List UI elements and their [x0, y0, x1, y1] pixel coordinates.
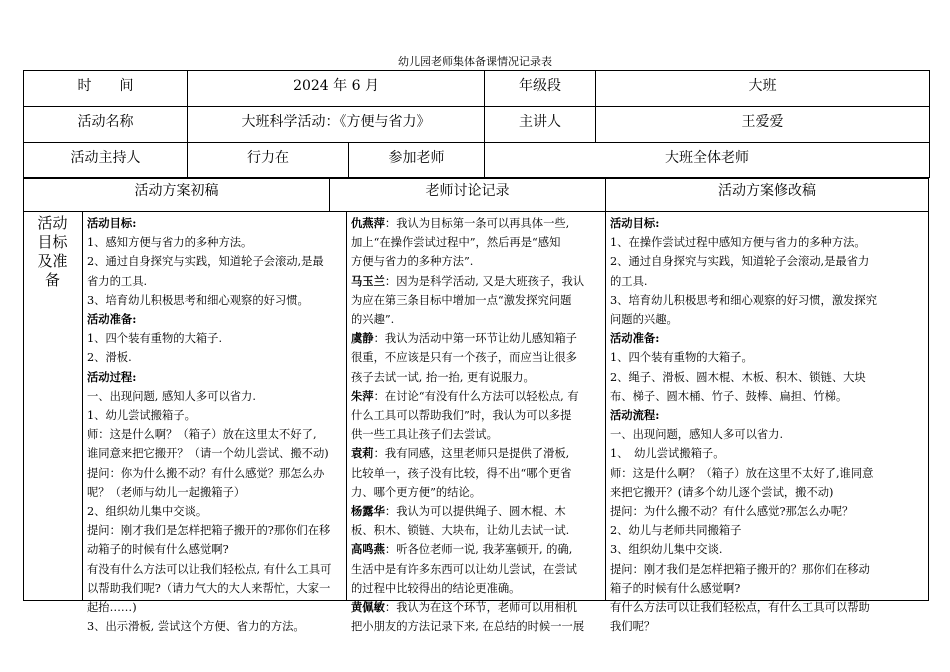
line-text: 供一些工具让孩子们去尝试。 — [351, 428, 498, 442]
text-line — [87, 464, 343, 483]
bold-text: 活动目标: — [87, 216, 137, 230]
bold-text: 活动过程: — [87, 369, 137, 384]
line-text: 什么工具可以帮助我们”时，我认为可以多提 — [351, 409, 572, 423]
text-line — [87, 272, 343, 291]
grade-label: 年级段 — [485, 71, 596, 107]
line-text: 一、出现问题, 感知人多可以省力. — [87, 389, 256, 403]
document-title: 幼儿园老师集体备课情况记录表 — [398, 55, 552, 68]
text-line — [351, 310, 603, 329]
text-line — [87, 521, 343, 540]
line-text: 2、滑板. — [87, 351, 132, 365]
bold-text: 高鸣燕 — [351, 542, 385, 557]
line-text: 谁同意来把它搬开？（请一个幼儿尝试、搬不动) — [87, 447, 329, 461]
line-text: 起抬……) — [87, 601, 137, 615]
line-text: 加上“在操作尝试过程中”，然后再是“感知 — [351, 236, 561, 250]
section-label-line: 目标 — [37, 233, 68, 251]
text-line — [351, 252, 603, 271]
discussion-column-text — [351, 214, 603, 634]
text-line — [610, 406, 926, 425]
text-line — [610, 387, 926, 406]
text-line — [610, 425, 926, 444]
text-line — [351, 233, 603, 252]
line-text: 呢？（老师与幼儿一起搬箱子） — [87, 485, 246, 499]
text-line — [87, 502, 343, 521]
text-line — [351, 291, 603, 310]
column-divider-1 — [346, 211, 347, 601]
line-text: 来把它搬开？(请多个幼儿逐个尝试，搬不动) — [610, 485, 834, 499]
column-header-draft: 活动方案初稿 — [134, 183, 219, 199]
text-line — [87, 483, 343, 502]
line-text: ：我认为活动中第一环节让幼儿感知箱子 — [373, 332, 577, 346]
text-line — [610, 502, 926, 521]
line-text: 的兴趣”. — [351, 313, 395, 327]
text-line — [351, 329, 603, 348]
text-line — [87, 540, 343, 559]
line-text: ：我有同感，这里老师只是提供了滑板, — [373, 447, 570, 461]
speaker-label: 主讲人 — [485, 107, 596, 143]
column-header-discussion: 老师讨论记录 — [425, 183, 510, 199]
text-line — [610, 464, 926, 483]
text-line — [87, 444, 343, 463]
text-line — [610, 233, 926, 252]
text-line — [351, 617, 603, 636]
line-text: 布、梯子、圆木桶、竹子、鼓棒、扁担、竹梯。 — [610, 389, 848, 403]
text-line — [87, 252, 343, 271]
column-divider-2 — [605, 211, 606, 601]
line-text: 的过程中比较得出的结论更准确。 — [351, 581, 521, 595]
line-text: 3、培育幼儿积极思考和细心观察的好习惯。 — [87, 293, 309, 307]
text-line — [610, 214, 926, 233]
line-text: 1、幼儿尝试搬箱子。 — [87, 409, 196, 423]
line-text: 力、哪个更方便”的结论。 — [351, 485, 482, 499]
line-text: ：我认为可以提供绳子、圆木棍、木 — [384, 505, 566, 519]
text-line — [610, 310, 926, 329]
text-line — [610, 598, 926, 617]
line-text: 1、在操作尝试过程中感知方便与省力的多种方法。 — [610, 236, 866, 250]
text-line — [87, 406, 343, 425]
text-line — [87, 291, 343, 310]
line-text: 2、绳子、滑板、圆木棍、木板、积木、锁链、大块 — [610, 370, 866, 384]
bold-text: 马玉兰 — [351, 273, 385, 288]
header-table — [23, 70, 930, 178]
text-line — [610, 579, 926, 598]
text-line — [351, 214, 603, 233]
section-label — [24, 214, 81, 290]
section-label-line: 备 — [44, 271, 60, 289]
text-line — [87, 617, 343, 636]
bold-text: 黄佩敏 — [351, 600, 385, 615]
line-text: 提问：你为什么搬不动？有什么感觉？那怎么办 — [87, 466, 325, 480]
text-line — [87, 233, 343, 252]
text-line — [610, 617, 926, 636]
text-line — [351, 368, 603, 387]
time-label: 时 间 — [24, 71, 188, 107]
line-text: ：听各位老师一说, 我茅塞顿开, 的确, — [384, 543, 573, 557]
host-label: 活动主持人 — [24, 143, 188, 178]
participants-label: 参加老师 — [349, 143, 485, 178]
line-text: 提问：为什么搬不动？有什么感觉?那怎么办呢？ — [610, 505, 854, 519]
line-text: 有什么方法可以让我们轻松点，有什么工具可以帮助 — [610, 601, 870, 615]
speaker-value: 王爱爱 — [596, 107, 930, 143]
text-line — [610, 272, 926, 291]
text-line — [610, 252, 926, 271]
line-text: 很重，不应该是只有一个孩子，而应当让很多 — [351, 351, 577, 365]
text-line — [87, 579, 343, 598]
draft-column-text — [87, 214, 343, 634]
line-text: 比较单一，孩子没有比较，得不出“哪个更省 — [351, 466, 572, 480]
line-text: 方便与省力的多种方法”. — [351, 255, 474, 269]
text-line — [610, 560, 926, 579]
text-line — [610, 368, 926, 387]
bold-text: 活动准备: — [610, 331, 660, 346]
text-line — [610, 521, 926, 540]
line-text: 有没有什么方法可以让我们轻松点, 有什么工具可 — [87, 562, 332, 576]
line-text: 的工具. — [610, 274, 648, 288]
section-label-line: 及准 — [37, 252, 68, 270]
line-text: 提问：刚才我们是怎样把箱子搬开的?那你们在移 — [87, 524, 331, 538]
text-line — [87, 425, 343, 444]
line-text: 1、四个装有重物的大箱子。 — [610, 351, 753, 365]
line-text: 孩子去试一试, 抬一抬, 更有说服力。 — [351, 370, 535, 384]
line-text: 3、培育幼儿积极思考和细心观察的好习惯，激发探究 — [610, 293, 878, 307]
bold-text: 虞静 — [351, 331, 374, 346]
bold-text: 朱萍 — [351, 388, 374, 403]
line-text: 3、组织幼儿集中交谈. — [610, 543, 723, 557]
line-text: 生活中是有许多东西可以让幼儿尝试，在尝试 — [351, 562, 577, 576]
text-line — [87, 387, 343, 406]
line-text: 板、积木、锁链、大块布，让幼儿去试一试. — [351, 524, 570, 538]
text-line — [351, 348, 603, 367]
section-label-line: 活动 — [37, 214, 68, 232]
text-line — [87, 329, 343, 348]
text-line — [87, 310, 343, 329]
text-line — [351, 464, 603, 483]
text-line — [610, 483, 926, 502]
text-line — [351, 560, 603, 579]
line-text: 把小朋友的方法记录下来, 在总结的时候一一展 — [351, 620, 585, 634]
line-text: 师：这是什么啊？（箱子）放在这里不太好了,谁同意 — [610, 466, 874, 480]
line-text: 1、四个装有重物的大箱子. — [87, 332, 223, 346]
revised-column-text — [610, 214, 926, 634]
text-line — [351, 540, 603, 559]
line-text: 问题的兴趣。 — [610, 313, 678, 327]
bold-text: 活动目标: — [610, 216, 660, 230]
text-line — [610, 444, 926, 463]
column-header-revised: 活动方案修改稿 — [718, 183, 816, 199]
line-text: 1、感知方便与省力的多种方法。 — [87, 236, 253, 250]
line-text: 2、组织幼儿集中交谈。 — [87, 505, 208, 519]
bold-text: 杨露华 — [351, 504, 385, 519]
grade-value: 大班 — [596, 71, 930, 107]
line-text: 2、通过自身探究与实践，知道轮子会滚动,是最 — [87, 255, 324, 269]
line-text: 2、通过自身探究与实践，知道轮子会滚动,是最省力 — [610, 255, 870, 269]
text-line — [610, 348, 926, 367]
text-line — [87, 368, 343, 387]
bold-text: 活动流程: — [610, 408, 660, 423]
line-text: 一、出现问题，感知人多可以省力. — [610, 428, 784, 442]
text-line — [351, 425, 603, 444]
text-line — [351, 502, 603, 521]
line-text: 3、出示滑板, 尝试这个方便、省力的方法。 — [87, 620, 305, 634]
bold-text: 仇燕萍 — [351, 216, 385, 230]
text-line — [351, 272, 603, 291]
text-line — [351, 579, 603, 598]
side-divider — [82, 211, 83, 601]
text-line — [351, 483, 603, 502]
line-text: 动箱子的时候有什么感觉啊? — [87, 543, 229, 557]
line-text: 为应在第三条目标中增加一点“激发探究问题 — [351, 293, 572, 307]
participants-value: 大班全体老师 — [485, 143, 930, 178]
line-text: 1、 幼儿尝试搬箱子。 — [610, 447, 725, 461]
host-value: 行力在 — [188, 143, 349, 178]
line-text: ：我认为在这个环节，老师可以用相机 — [384, 601, 577, 615]
text-line — [351, 387, 603, 406]
line-text: ：在讨论“有没有什么方法可以轻松点, 有 — [373, 389, 579, 403]
text-line — [351, 406, 603, 425]
line-text: 省力的工具. — [87, 274, 148, 288]
time-value: 2024 年 6 月 — [188, 71, 485, 107]
text-line — [87, 598, 343, 617]
bold-text: 袁莉 — [351, 446, 374, 461]
column-header-divider — [23, 211, 929, 212]
line-text: 师：这是什么啊？（箱子）放在这里太不好了, — [87, 428, 317, 442]
text-line — [610, 540, 926, 559]
line-text: 2、幼儿与老师共同搬箱子 — [610, 524, 742, 538]
line-text: ：因为是科学活动, 又是大班孩子，我认 — [384, 274, 585, 288]
bold-text: 活动准备: — [87, 312, 137, 327]
text-line — [610, 291, 926, 310]
text-line — [87, 560, 343, 579]
text-line — [87, 214, 343, 233]
text-line — [351, 444, 603, 463]
text-line — [87, 348, 343, 367]
line-text: 箱子的时候有什么感觉啊? — [610, 581, 741, 595]
text-line — [610, 329, 926, 348]
line-text: 以帮助我们呢?（请力气大的大人来帮忙，大家一 — [87, 581, 331, 595]
text-line — [351, 598, 603, 617]
line-text: ：我认为目标第一条可以再具体一些, — [384, 217, 570, 230]
activity-name-label: 活动名称 — [24, 107, 188, 143]
line-text: 我们呢？ — [610, 620, 656, 634]
activity-name-value: 大班科学活动：《方便与省力》 — [188, 107, 485, 143]
text-line — [351, 521, 603, 540]
line-text: 提问：刚才我们是怎样把箱子搬开的？那你们在移动 — [610, 562, 870, 576]
